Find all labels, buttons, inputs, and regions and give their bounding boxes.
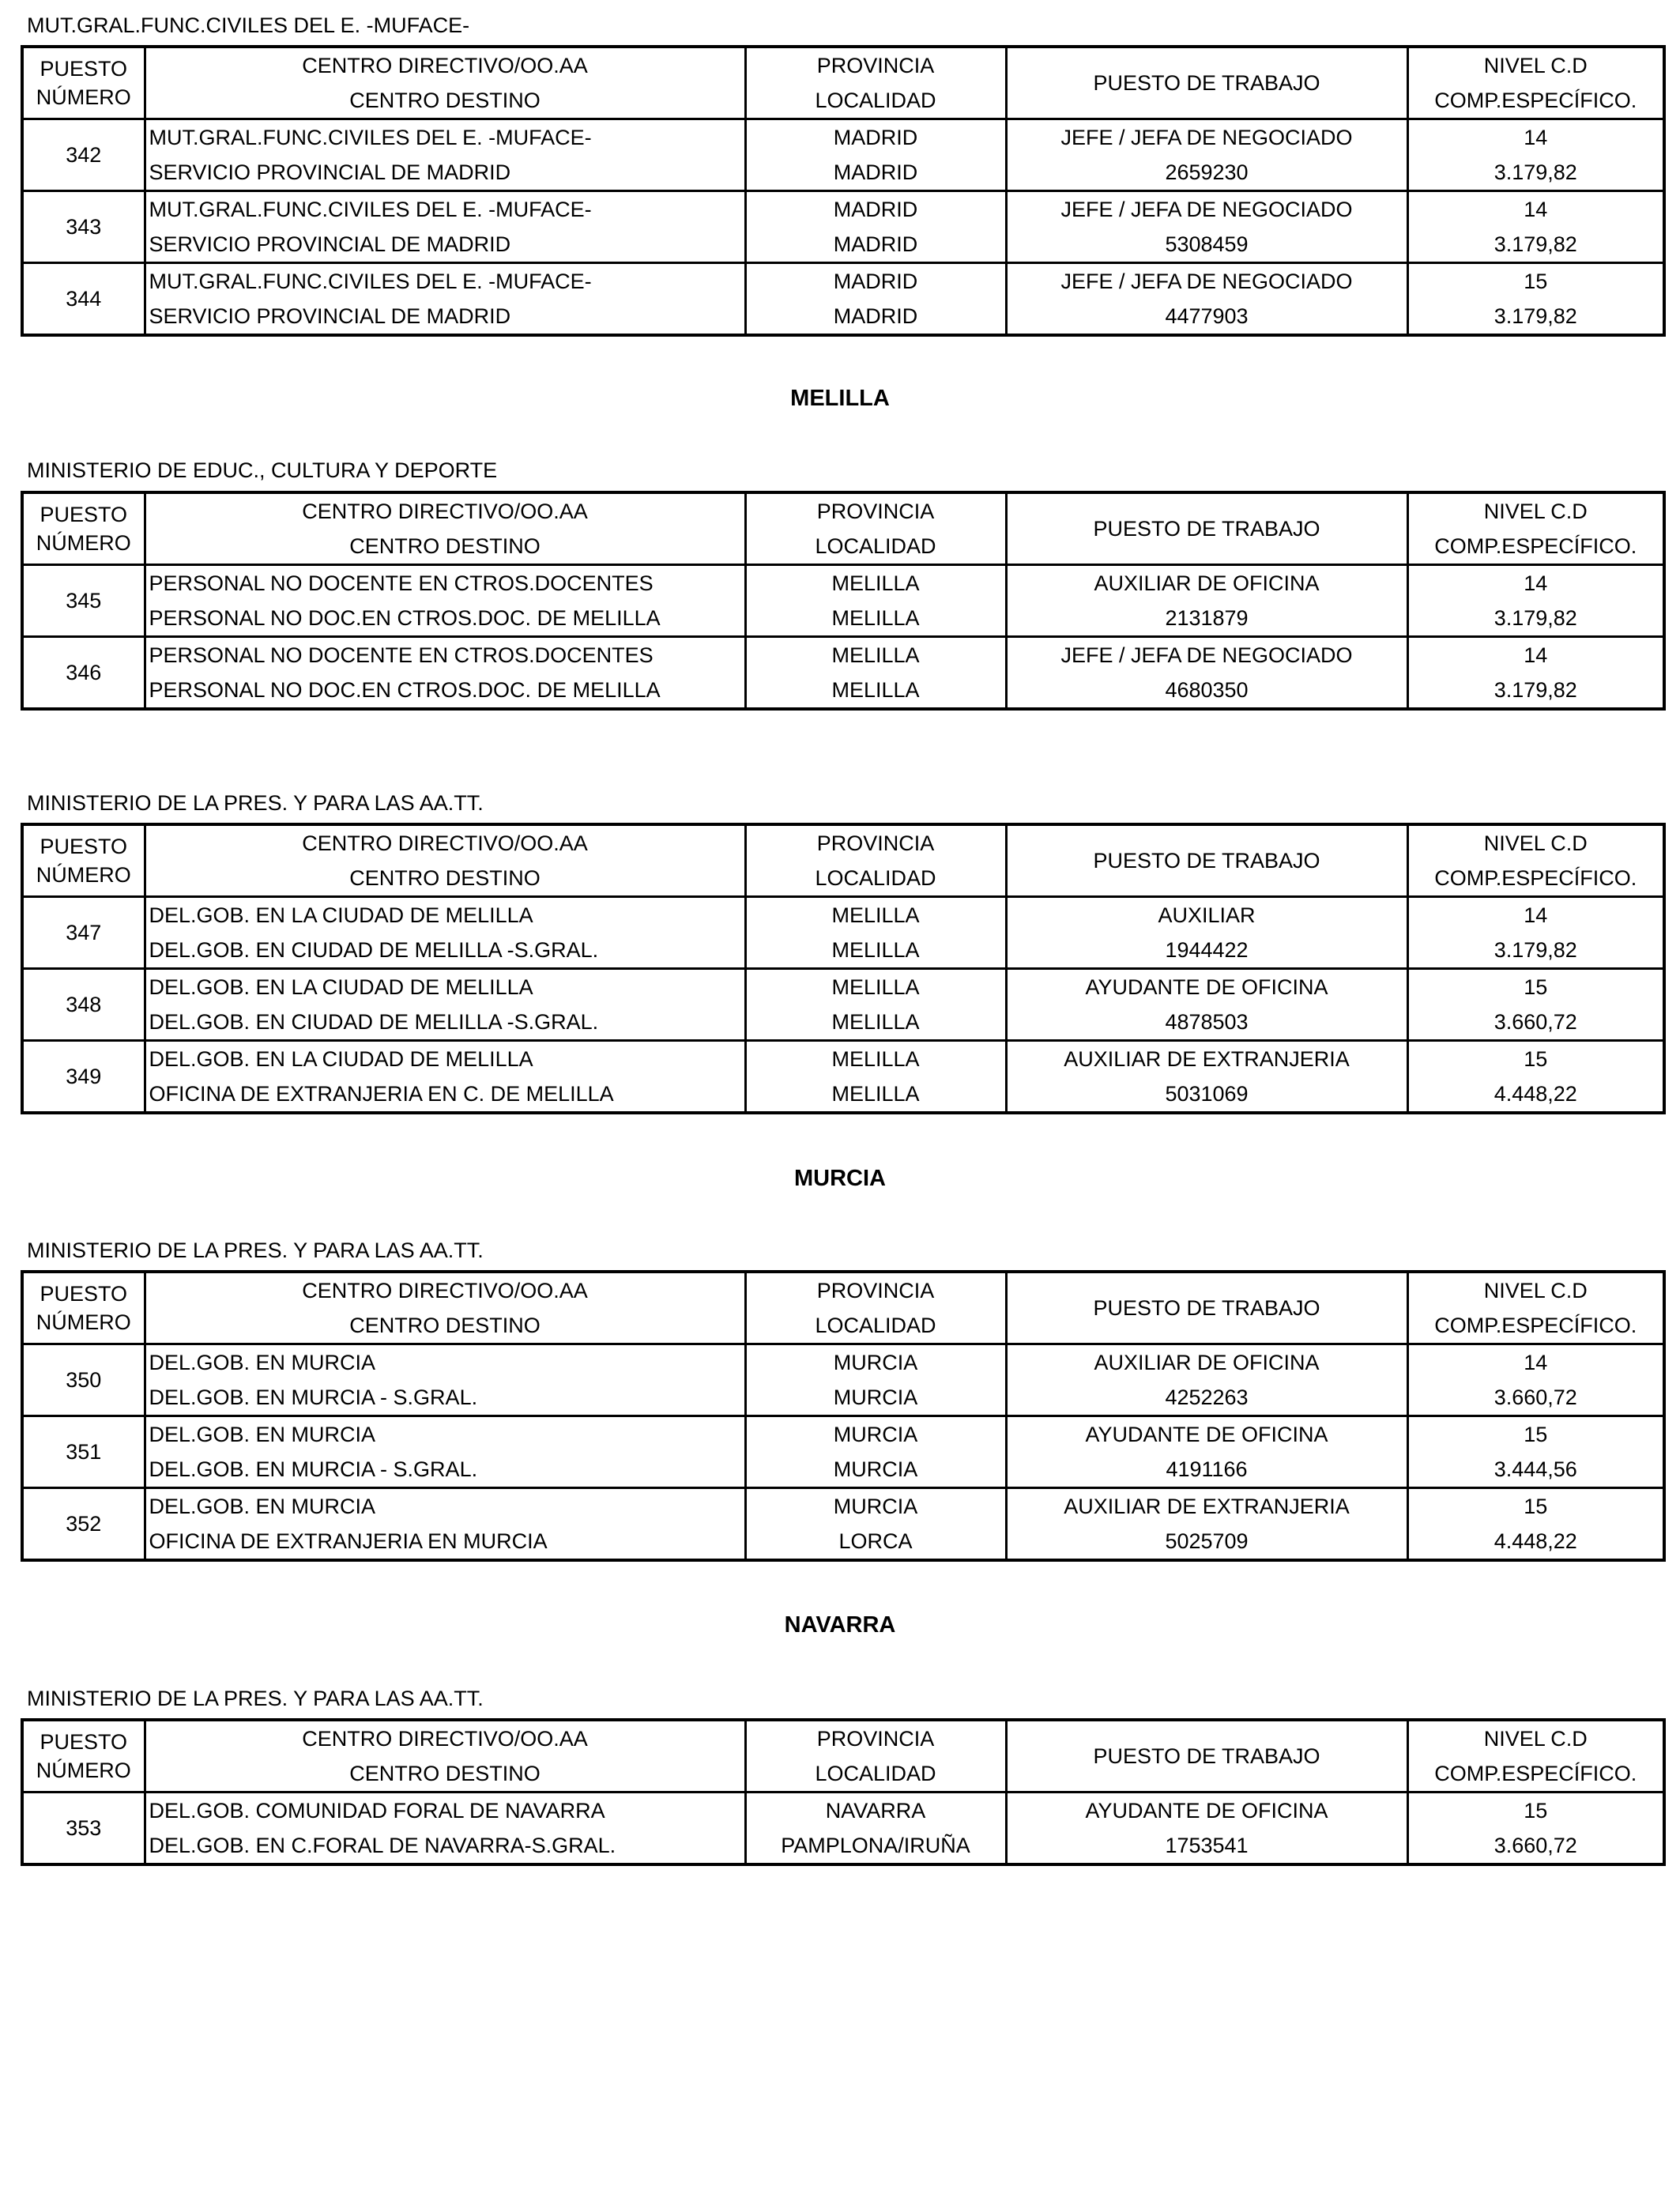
header-localidad: LOCALIDAD [745,1756,1006,1793]
table-row [22,565,1664,601]
header-comp: COMP.ESPECÍFICO. [1407,83,1664,119]
positions-table [21,45,1666,337]
header-provincia: PROVINCIA [745,492,1006,529]
provincia: MURCIA [745,1416,1006,1453]
header-centro-destino: CENTRO DESTINO [145,1308,745,1344]
puesto-trabajo: JEFE / JEFA DE NEGOCIADO [1006,637,1407,673]
table-row [22,1380,1664,1416]
puesto-numero: 345 [22,565,145,637]
comp-especifico: 3.179,82 [1407,933,1664,969]
header-nivel: NIVEL C.D [1407,824,1664,861]
table-row [22,119,1664,156]
header-localidad: LOCALIDAD [745,83,1006,119]
header-localidad: LOCALIDAD [745,861,1006,897]
header-provincia: PROVINCIA [745,1720,1006,1756]
header-puesto-trabajo: PUESTO DE TRABAJO [1006,1272,1407,1344]
centro-directivo: MUT.GRAL.FUNC.CIVILES DEL E. -MUFACE- [145,191,745,228]
puesto-numero: 350 [22,1344,145,1416]
table-row [22,1041,1664,1077]
comp-especifico: 4.448,22 [1407,1076,1664,1113]
localidad: LORCA [745,1524,1006,1560]
header-comp: COMP.ESPECÍFICO. [1407,1308,1664,1344]
header-puesto-numero: PUESTO NÚMERO [22,1720,145,1793]
centro-directivo: DEL.GOB. EN LA CIUDAD DE MELILLA [145,969,745,1005]
nivel: 14 [1407,565,1664,601]
header-localidad: LOCALIDAD [745,529,1006,565]
table-row [22,227,1664,263]
puesto-numero: 347 [22,897,145,969]
centro-directivo: PERSONAL NO DOCENTE EN CTROS.DOCENTES [145,637,745,673]
centro-directivo: MUT.GRAL.FUNC.CIVILES DEL E. -MUFACE- [145,263,745,300]
centro-destino: SERVICIO PROVINCIAL DE MADRID [145,227,745,263]
puesto-trabajo: AUXILIAR DE OFICINA [1006,1344,1407,1381]
codigo: 4878503 [1006,1005,1407,1041]
nivel: 14 [1407,1344,1664,1381]
header-nivel: NIVEL C.D [1407,1272,1664,1308]
localidad: MURCIA [745,1452,1006,1488]
provincia: MELILLA [745,565,1006,601]
puesto-trabajo: AYUDANTE DE OFICINA [1006,969,1407,1005]
header-nivel: NIVEL C.D [1407,1720,1664,1756]
region-heading: NAVARRA [784,1612,896,1638]
org-title: MINISTERIO DE LA PRES. Y PARA LAS AA.TT. [27,791,484,815]
positions-table [21,1718,1666,1866]
localidad: MURCIA [745,1380,1006,1416]
table-row [22,191,1664,228]
codigo: 2659230 [1006,155,1407,191]
header-localidad: LOCALIDAD [745,1308,1006,1344]
codigo: 4191166 [1006,1452,1407,1488]
puesto-numero: 351 [22,1416,145,1488]
nivel: 15 [1407,1793,1664,1829]
comp-especifico: 3.179,82 [1407,601,1664,637]
puesto-trabajo: AUXILIAR DE OFICINA [1006,565,1407,601]
comp-especifico: 3.660,72 [1407,1380,1664,1416]
provincia: MELILLA [745,969,1006,1005]
header-nivel: NIVEL C.D [1407,47,1664,83]
table-row [22,1416,1664,1453]
positions-table [21,823,1666,1114]
puesto-trabajo: JEFE / JEFA DE NEGOCIADO [1006,191,1407,228]
comp-especifico: 3.179,82 [1407,299,1664,335]
table-row [22,1828,1664,1864]
provincia: NAVARRA [745,1793,1006,1829]
header-comp: COMP.ESPECÍFICO. [1407,1756,1664,1793]
puesto-trabajo: AYUDANTE DE OFICINA [1006,1793,1407,1829]
table-row [22,601,1664,637]
puesto-trabajo: AUXILIAR DE EXTRANJERIA [1006,1488,1407,1525]
header-puesto-trabajo: PUESTO DE TRABAJO [1006,1720,1407,1793]
codigo: 1753541 [1006,1828,1407,1864]
nivel: 14 [1407,637,1664,673]
provincia: MADRID [745,119,1006,156]
provincia: MADRID [745,263,1006,300]
centro-destino: DEL.GOB. EN MURCIA - S.GRAL. [145,1380,745,1416]
codigo: 2131879 [1006,601,1407,637]
localidad: MELILLA [745,601,1006,637]
centro-directivo: DEL.GOB. EN LA CIUDAD DE MELILLA [145,1041,745,1077]
header-puesto-trabajo: PUESTO DE TRABAJO [1006,47,1407,119]
provincia: MURCIA [745,1488,1006,1525]
nivel: 15 [1407,1041,1664,1077]
provincia: MELILLA [745,1041,1006,1077]
nivel: 15 [1407,263,1664,300]
puesto-numero: 346 [22,637,145,710]
org-title: MINISTERIO DE LA PRES. Y PARA LAS AA.TT. [27,1687,484,1710]
localidad: MADRID [745,227,1006,263]
comp-especifico: 3.660,72 [1407,1828,1664,1864]
table-row [22,263,1664,300]
centro-destino: SERVICIO PROVINCIAL DE MADRID [145,155,745,191]
centro-destino: SERVICIO PROVINCIAL DE MADRID [145,299,745,335]
centro-directivo: PERSONAL NO DOCENTE EN CTROS.DOCENTES [145,565,745,601]
codigo: 5031069 [1006,1076,1407,1113]
provincia: MELILLA [745,637,1006,673]
centro-directivo: DEL.GOB. EN LA CIUDAD DE MELILLA [145,897,745,933]
header-puesto-trabajo: PUESTO DE TRABAJO [1006,824,1407,897]
centro-destino: PERSONAL NO DOC.EN CTROS.DOC. DE MELILLA [145,673,745,709]
centro-directivo: DEL.GOB. EN MURCIA [145,1488,745,1525]
centro-destino: PERSONAL NO DOC.EN CTROS.DOC. DE MELILLA [145,601,745,637]
nivel: 14 [1407,119,1664,156]
header-comp: COMP.ESPECÍFICO. [1407,529,1664,565]
codigo: 1944422 [1006,933,1407,969]
nivel: 14 [1407,897,1664,933]
header-puesto-numero: PUESTO NÚMERO [22,47,145,119]
table-row [22,1076,1664,1113]
table-row [22,299,1664,335]
localidad: MELILLA [745,933,1006,969]
nivel: 14 [1407,191,1664,228]
comp-especifico: 3.179,82 [1407,227,1664,263]
comp-especifico: 3.179,82 [1407,673,1664,709]
localidad: MELILLA [745,1076,1006,1113]
header-centro-directivo: CENTRO DIRECTIVO/OO.AA [145,492,745,529]
puesto-trabajo: AUXILIAR DE EXTRANJERIA [1006,1041,1407,1077]
positions-table [21,491,1666,711]
provincia: MELILLA [745,897,1006,933]
table-row [22,969,1664,1005]
org-title: MINISTERIO DE LA PRES. Y PARA LAS AA.TT. [27,1238,484,1262]
centro-directivo: DEL.GOB. COMUNIDAD FORAL DE NAVARRA [145,1793,745,1829]
puesto-trabajo: AUXILIAR [1006,897,1407,933]
provincia: MADRID [745,191,1006,228]
header-provincia: PROVINCIA [745,824,1006,861]
localidad: MELILLA [745,1005,1006,1041]
provincia: MURCIA [745,1344,1006,1381]
header-comp: COMP.ESPECÍFICO. [1407,861,1664,897]
localidad: PAMPLONA/IRUÑA [745,1828,1006,1864]
header-puesto-numero: PUESTO NÚMERO [22,1272,145,1344]
header-centro-destino: CENTRO DESTINO [145,861,745,897]
centro-directivo: MUT.GRAL.FUNC.CIVILES DEL E. -MUFACE- [145,119,745,156]
table-row [22,637,1664,673]
comp-especifico: 3.660,72 [1407,1005,1664,1041]
header-puesto-numero: PUESTO NÚMERO [22,492,145,565]
centro-destino: OFICINA DE EXTRANJERIA EN C. DE MELILLA [145,1076,745,1113]
header-centro-directivo: CENTRO DIRECTIVO/OO.AA [145,1720,745,1756]
puesto-numero: 342 [22,119,145,191]
codigo: 4680350 [1006,673,1407,709]
table-row [22,155,1664,191]
table-row [22,897,1664,933]
nivel: 15 [1407,1488,1664,1525]
header-provincia: PROVINCIA [745,1272,1006,1308]
header-nivel: NIVEL C.D [1407,492,1664,529]
nivel: 15 [1407,969,1664,1005]
comp-especifico: 4.448,22 [1407,1524,1664,1560]
codigo: 4252263 [1006,1380,1407,1416]
header-centro-destino: CENTRO DESTINO [145,83,745,119]
localidad: MADRID [745,299,1006,335]
header-centro-directivo: CENTRO DIRECTIVO/OO.AA [145,824,745,861]
puesto-numero: 353 [22,1793,145,1865]
centro-destino: OFICINA DE EXTRANJERIA EN MURCIA [145,1524,745,1560]
codigo: 4477903 [1006,299,1407,335]
table-row [22,1488,1664,1525]
centro-directivo: DEL.GOB. EN MURCIA [145,1344,745,1381]
centro-destino: DEL.GOB. EN C.FORAL DE NAVARRA-S.GRAL. [145,1828,745,1864]
table-row [22,1452,1664,1488]
header-centro-destino: CENTRO DESTINO [145,1756,745,1793]
table-row [22,1793,1664,1829]
comp-especifico: 3.179,82 [1407,155,1664,191]
region-heading: MURCIA [794,1166,886,1191]
header-centro-destino: CENTRO DESTINO [145,529,745,565]
header-centro-directivo: CENTRO DIRECTIVO/OO.AA [145,1272,745,1308]
table-row [22,673,1664,709]
centro-destino: DEL.GOB. EN CIUDAD DE MELILLA -S.GRAL. [145,933,745,969]
puesto-numero: 352 [22,1488,145,1561]
header-puesto-trabajo: PUESTO DE TRABAJO [1006,492,1407,565]
header-centro-directivo: CENTRO DIRECTIVO/OO.AA [145,47,745,83]
puesto-trabajo: AYUDANTE DE OFICINA [1006,1416,1407,1453]
nivel: 15 [1407,1416,1664,1453]
table-row [22,1524,1664,1560]
puesto-numero: 344 [22,263,145,336]
puesto-numero: 348 [22,969,145,1041]
puesto-trabajo: JEFE / JEFA DE NEGOCIADO [1006,119,1407,156]
comp-especifico: 3.444,56 [1407,1452,1664,1488]
header-puesto-numero: PUESTO NÚMERO [22,824,145,897]
localidad: MELILLA [745,673,1006,709]
positions-table [21,1270,1666,1562]
centro-destino: DEL.GOB. EN CIUDAD DE MELILLA -S.GRAL. [145,1005,745,1041]
table-row [22,1344,1664,1381]
table-row [22,1005,1664,1041]
localidad: MADRID [745,155,1006,191]
header-provincia: PROVINCIA [745,47,1006,83]
puesto-trabajo: JEFE / JEFA DE NEGOCIADO [1006,263,1407,300]
puesto-numero: 343 [22,191,145,263]
centro-destino: DEL.GOB. EN MURCIA - S.GRAL. [145,1452,745,1488]
region-heading: MELILLA [790,386,890,411]
puesto-numero: 349 [22,1041,145,1114]
org-title: MUT.GRAL.FUNC.CIVILES DEL E. -MUFACE- [27,13,470,37]
table-row [22,933,1664,969]
codigo: 5308459 [1006,227,1407,263]
org-title: MINISTERIO DE EDUC., CULTURA Y DEPORTE [27,458,498,482]
codigo: 5025709 [1006,1524,1407,1560]
centro-directivo: DEL.GOB. EN MURCIA [145,1416,745,1453]
